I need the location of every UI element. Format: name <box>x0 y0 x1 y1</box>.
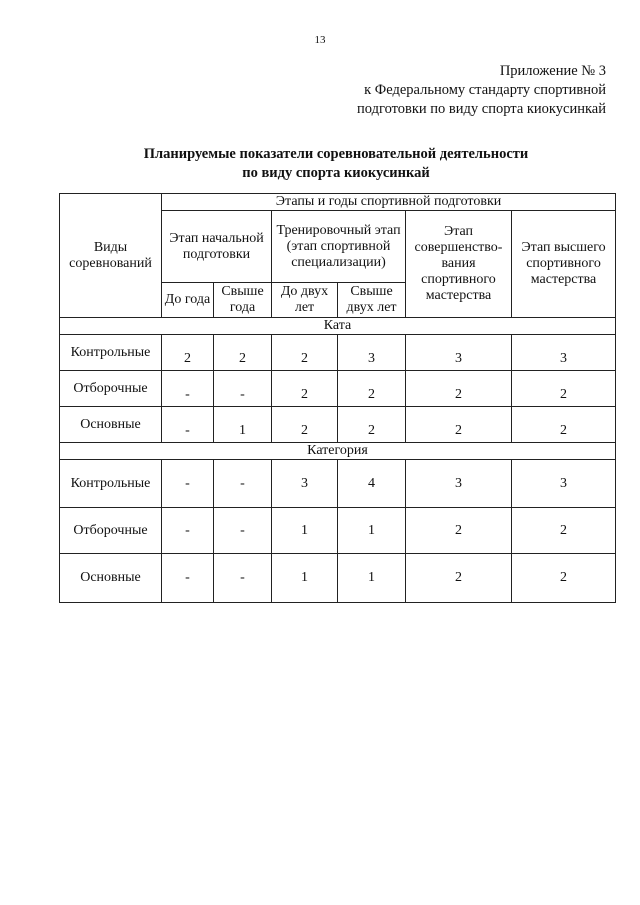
table-cell: 2 <box>184 350 191 366</box>
header-stages-title: Этапы и годы спортивной подготовки <box>162 194 616 211</box>
appendix-line-3: подготовки по виду спорта киокусинкай <box>357 101 606 117</box>
header-sub-up-to-year: До года <box>162 283 214 318</box>
table-cell: 2 <box>560 422 568 438</box>
table-cell: - <box>240 386 245 402</box>
appendix-note <box>357 62 606 119</box>
table-row <box>60 554 616 603</box>
table-cell: - <box>162 460 214 508</box>
table-cell: 1 <box>239 422 246 438</box>
header-stage-highest: Этап высшего спортивного мастерства <box>512 211 616 318</box>
table-row <box>60 335 616 371</box>
table-cell: 1 <box>338 508 406 554</box>
appendix-line-2: к Федеральному стандарту спортивной <box>364 82 606 98</box>
row-label: Отборочные <box>60 508 162 554</box>
table-cell: - <box>214 508 272 554</box>
table-cell: 1 <box>338 554 406 603</box>
table-cell: 2 <box>301 386 308 402</box>
header-sub-up-to-two: До двух лет <box>272 283 338 318</box>
table-cell: 2 <box>560 386 568 402</box>
table-cell: 3 <box>368 350 375 366</box>
row-label: Основные <box>60 554 162 603</box>
table-cell: - <box>185 386 190 402</box>
table-row <box>60 371 616 407</box>
table-cell: 2 <box>406 554 512 603</box>
header-sub-over-two: Свыше двух лет <box>338 283 406 318</box>
table-cell: 1 <box>272 554 338 603</box>
table-cell: 2 <box>368 422 375 438</box>
table-cell: 2 <box>239 350 246 366</box>
table-cell: 1 <box>272 508 338 554</box>
table-cell: 3 <box>512 460 616 508</box>
row-label: Основные <box>60 407 162 443</box>
table-cell: 2 <box>455 422 462 438</box>
table-row <box>60 508 616 554</box>
table-cell: 2 <box>301 422 308 438</box>
header-sub-over-year: Свыше года <box>214 283 272 318</box>
document-title <box>0 145 640 183</box>
section-kata: Ката <box>60 318 616 335</box>
page-number: 13 <box>314 34 326 46</box>
table-cell: - <box>214 554 272 603</box>
table-cell: 2 <box>512 508 616 554</box>
table-cell: 3 <box>560 350 568 366</box>
row-label: Контрольные <box>60 460 162 508</box>
table-cell: 2 <box>512 554 616 603</box>
title-line-1: Планируемые показатели соревновательной деятельности <box>143 146 529 162</box>
table-cell: 2 <box>368 386 375 402</box>
table-cell: 3 <box>455 350 462 366</box>
table-cell: - <box>185 422 190 438</box>
table-cell: - <box>162 554 214 603</box>
table-cell: 2 <box>406 508 512 554</box>
row-label: Отборочные <box>60 371 162 407</box>
table-cell: 3 <box>272 460 338 508</box>
table-cell: 3 <box>406 460 512 508</box>
section-category: Категория <box>60 443 616 460</box>
table-cell: 2 <box>455 386 462 402</box>
table-row <box>60 460 616 508</box>
header-stage-perfection: Этап совершенство-вания спортивного мастерства <box>406 211 512 318</box>
appendix-line-1: Приложение № 3 <box>499 63 606 79</box>
header-stage-initial: Этап начальной подготовки <box>162 211 272 283</box>
table-cell: - <box>162 508 214 554</box>
competition-table <box>59 193 616 603</box>
row-label: Контрольные <box>60 335 162 371</box>
table-cell: 4 <box>338 460 406 508</box>
table-cell: 2 <box>301 350 308 366</box>
header-stage-training: Тренировочный этап (этап спортивной специализации) <box>272 211 406 283</box>
header-kinds: Виды соревнований <box>60 194 162 318</box>
table-cell: - <box>214 460 272 508</box>
table-row <box>60 407 616 443</box>
title-line-2: по виду спорта киокусинкай <box>242 165 430 181</box>
